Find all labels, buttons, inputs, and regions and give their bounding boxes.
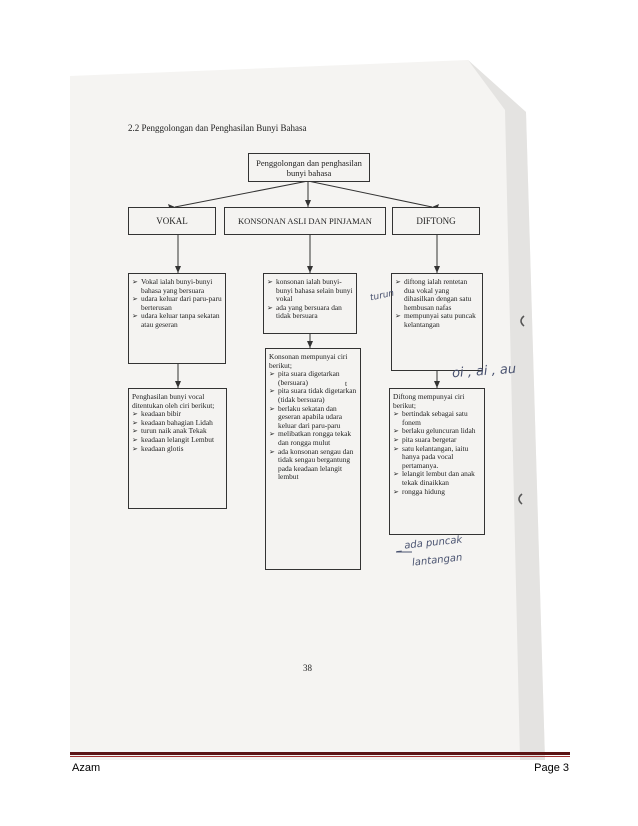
diftong-characteristic-item: ➢ berlaku geluncuran lidah	[393, 427, 481, 436]
konsonan-definition-item: ➢ ada yang bersuara dan tidak bersuara	[267, 304, 353, 321]
stray-mark: t	[345, 379, 348, 388]
section-title: 2.2 Penggolongan dan Penghasilan Bunyi Bahasa	[128, 123, 307, 133]
category-vokal-label: VOKAL	[156, 216, 188, 226]
root-node-label: Penggolongan dan penghasilan bunyi bahasa	[256, 157, 362, 178]
vokal-definition-item: ➢ udara keluar dari paru-paru berterusan	[132, 295, 222, 312]
category-diftong-label: DIFTONG	[416, 216, 456, 226]
scan-page-number: 38	[303, 663, 312, 673]
vokal-definition-box	[128, 273, 226, 364]
konsonan-characteristic-item: ➢ melibatkan rongga tekak dan rongga mulut	[269, 430, 357, 447]
footer-author: Azam	[72, 762, 101, 774]
diftong-characteristics-intro: Diftong mempunyai ciri berikut;	[393, 392, 465, 410]
vokal-definition-item: ➢ udara keluar tanpa sekatan atau geseran	[132, 312, 222, 329]
handwritten-note-line1: _ ada puncak	[395, 534, 463, 553]
category-diftong	[392, 207, 480, 235]
diftong-characteristic-item: ➢ bertindak sebagai satu fonem	[393, 410, 481, 427]
konsonan-definition-box	[263, 273, 357, 334]
footer-rule-dark	[70, 752, 570, 755]
vokal-characteristics-box	[128, 388, 227, 509]
konsonan-characteristics-intro: Konsonan mempunyai ciri berikut;	[269, 352, 348, 370]
konsonan-characteristic-item: ➢ ada konsonan sengau dan tidak sengau bergantung pada keadaan lelangit lembut	[269, 448, 357, 482]
vokal-characteristic-item: ➢ keadaan bahagian Lidah	[132, 419, 223, 428]
footer-rule-light	[70, 756, 570, 757]
konsonan-definition-item: ➢ konsonan ialah bunyi-bunyi bahasa selain bunyi vokal	[267, 278, 353, 304]
vokal-characteristic-item: ➢ keadaan bibir	[132, 410, 223, 419]
diftong-definition-box	[391, 273, 483, 371]
diftong-characteristic-item: ➢ pita suara bergetar	[393, 436, 481, 445]
diftong-characteristic-item: ➢ lelangit lembut dan anak tekak dinaikkan	[393, 470, 481, 487]
category-konsonan	[224, 207, 386, 235]
root-node	[248, 153, 370, 182]
diftong-characteristics-box	[389, 388, 485, 535]
vokal-characteristic-item: ➢ turun naik anak Tekak	[132, 427, 223, 436]
diftong-definition-item: ➢ mempunyai satu puncak kelantangan	[395, 312, 479, 329]
handwritten-examples: oi , ai , au	[451, 361, 517, 382]
diftong-characteristic-item: ➢ satu kelantangan, iaitu hanya pada vocal pertamanya.	[393, 445, 481, 471]
vokal-characteristics-intro: Penghasilan bunyi vocal ditentukan oleh ciri berikut;	[132, 392, 215, 410]
konsonan-characteristic-item: ➢ pita suara tidak digetarkan (tidak bersuara)	[269, 387, 357, 404]
footer-page-label: Page 3	[534, 762, 569, 774]
vokal-characteristic-item: ➢ keadaan lelangit Lembut	[132, 436, 223, 445]
konsonan-characteristic-item: ➢ pita suara digetarkan (bersuara)	[269, 370, 357, 387]
vokal-definition-item: ➢ Vokal ialah bunyi-bunyi bahasa yang bersuara	[132, 278, 222, 295]
handwritten-left-note: turun	[369, 288, 396, 304]
category-konsonan-label: KONSONAN ASLI DAN PINJAMAN	[238, 216, 372, 226]
handwritten-note-line2: lantangan	[411, 552, 463, 569]
konsonan-characteristic-item: ➢ berlaku sekatan dan geseran apabila udara keluar dari paru-paru	[269, 405, 357, 431]
category-vokal	[128, 207, 216, 235]
diftong-definition-item: ➢ diftong ialah rentetan dua vokal yang dihasilkan dengan satu hembusan nafas	[395, 278, 479, 312]
diftong-characteristic-item: ➢ rongga hidung	[393, 488, 481, 497]
vokal-characteristic-item: ➢ keadaan glotis	[132, 445, 223, 454]
